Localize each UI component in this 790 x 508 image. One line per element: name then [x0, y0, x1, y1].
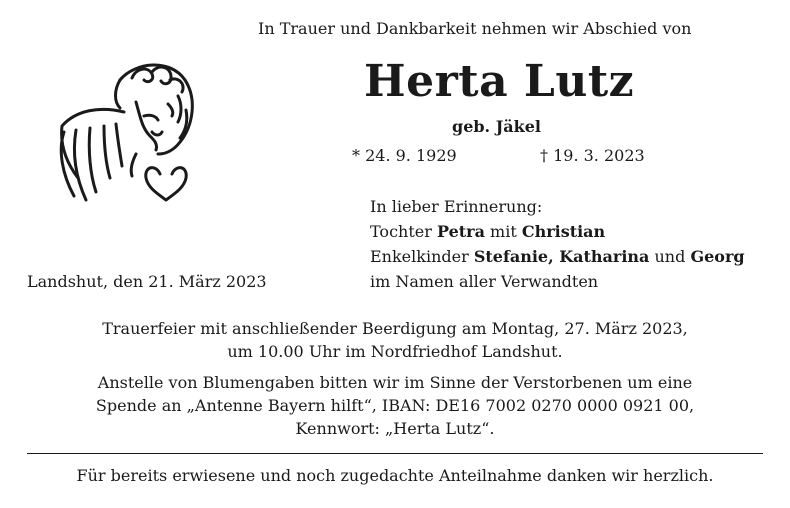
place-date: Landshut, den 21. März 2023: [27, 272, 267, 291]
mourner-text: mit: [484, 222, 522, 241]
angel-with-heart-icon: [40, 50, 200, 220]
thanks-text: Für bereits erwiesene und noch zugedachte Anteilnahme danken wir herzlich.: [76, 466, 714, 485]
donation-line: Anstelle von Blumengaben bitten wir im Sinne der Verstorbenen um eine: [97, 373, 693, 392]
ceremony-line: um 10.00 Uhr im Nordfriedhof Landshut.: [227, 342, 563, 361]
birth-date: * 24. 9. 1929: [352, 146, 457, 165]
maiden-name: geb. Jäkel: [452, 117, 541, 136]
deceased-name: Herta Lutz: [364, 56, 635, 107]
mourner-text: Tochter: [370, 222, 437, 241]
mourner-text: und: [649, 247, 691, 266]
mourner-name: Stefanie, Katharina: [473, 247, 650, 266]
donation-line: Spende an „Antenne Bayern hilft“, IBAN: DE16 7002 0270 0000 0921 00,: [95, 396, 695, 415]
mourner-line: [370, 222, 605, 241]
death-date: † 19. 3. 2023: [540, 146, 645, 165]
ceremony-line: Trauerfeier mit anschließender Beerdigung am Montag, 27. März 2023,: [102, 319, 688, 338]
mourner-text: Enkelkinder: [370, 247, 474, 266]
mourner-line: [370, 247, 745, 266]
mourner-line: im Namen aller Verwandten: [370, 272, 599, 291]
mourner-name: Petra: [436, 222, 485, 241]
divider: [27, 453, 763, 454]
memory-label: In lieber Erinnerung:: [370, 197, 543, 216]
intro-text: In Trauer und Dankbarkeit nehmen wir Abschied von: [258, 19, 692, 38]
donation-line: Kennwort: „Herta Lutz“.: [295, 419, 495, 438]
mourner-name: Christian: [521, 222, 606, 241]
mourner-name: Georg: [690, 247, 745, 266]
